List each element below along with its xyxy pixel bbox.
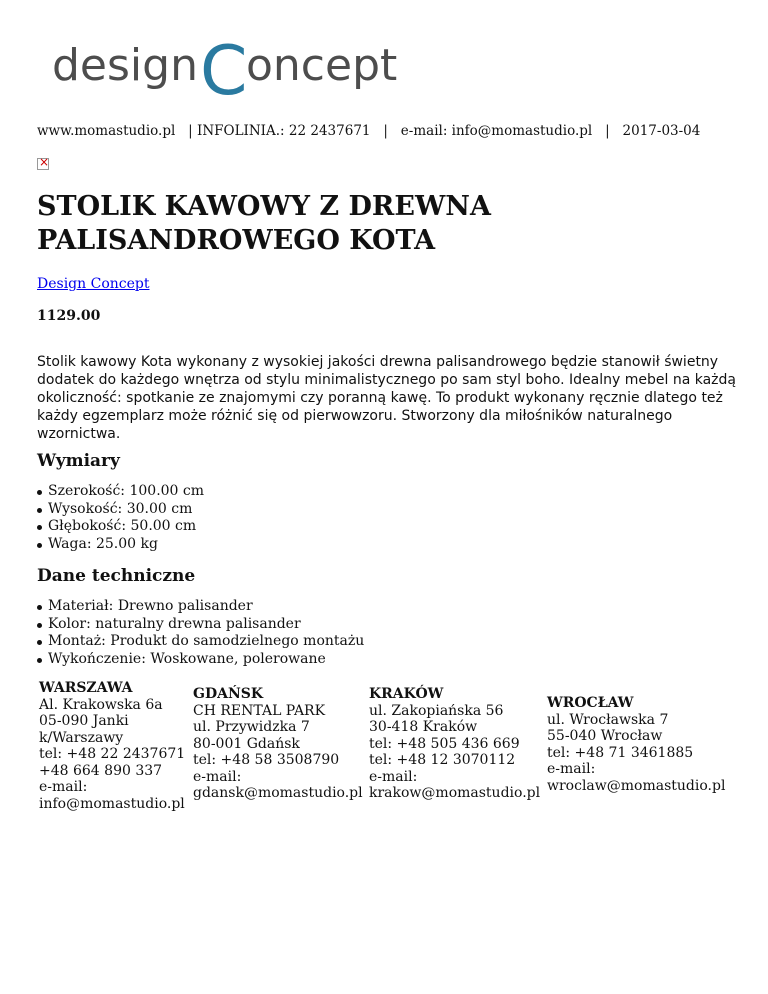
list-item: Materiał: Drewno palisander <box>37 598 364 616</box>
location-warszawa <box>39 680 189 812</box>
location-wroclaw <box>547 695 737 794</box>
location-line: e-mail: <box>369 768 418 785</box>
location-line: CH RENTAL PARK <box>193 702 326 719</box>
logo-text-left: design <box>52 40 198 91</box>
location-line: info@momastudio.pl <box>39 795 185 812</box>
location-line: 55-040 Wrocław <box>547 728 663 744</box>
brand-link[interactable]: Design Concept <box>37 276 150 292</box>
location-line: tel: +48 12 3070112 <box>369 752 516 768</box>
list-item: Montaż: Produkt do samodzielnego montażu <box>37 633 364 651</box>
location-city: WARSZAWA <box>39 680 133 696</box>
location-line: tel: +48 22 2437671 <box>39 746 186 762</box>
location-city: KRAKÓW <box>369 686 444 702</box>
technical-list <box>37 598 364 668</box>
list-item: Szerokość: 100.00 cm <box>37 483 204 501</box>
product-description: Stolik kawowy Kota wykonany z wysokiej jakości drewna palisandrowego będzie stanowił świetny dodatek do każdego wnętrza od stylu minimalistycznego po sam styl boho. Idealny mebel na każdą okoliczność: spotkanie ze znajomymi czy poranną kawę. To produkt wykonany ręcznie dlatego też każdy egzemplarz może różnić się od pierwowzoru. Stworzony dla miłośników naturalnego wzornictwa. <box>37 354 736 442</box>
technical-heading: Dane techniczne <box>37 566 196 586</box>
dimensions-list <box>37 483 204 553</box>
list-item: Waga: 25.00 kg <box>37 536 204 554</box>
location-line: ul. Wrocławska 7 <box>547 711 669 728</box>
logo-text-right: oncept <box>246 40 398 91</box>
dimensions-heading: Wymiary <box>37 451 120 471</box>
location-line: wroclaw@momastudio.pl <box>547 777 726 794</box>
location-gdansk <box>193 686 363 802</box>
location-line: gdansk@momastudio.pl <box>193 785 363 801</box>
list-item: Wykończenie: Woskowane, polerowane <box>37 651 364 669</box>
location-krakow <box>369 686 539 802</box>
brand-logo <box>52 38 402 102</box>
location-line: e-mail: <box>547 761 596 777</box>
list-item: Wysokość: 30.00 cm <box>37 501 204 519</box>
location-line: e-mail: <box>39 779 88 795</box>
location-line: k/Warszawy <box>39 729 124 746</box>
location-line: tel: +48 505 436 669 <box>369 735 520 752</box>
location-line: tel: +48 71 3461885 <box>547 744 694 761</box>
location-line: krakow@momastudio.pl <box>369 785 541 801</box>
location-line: ul. Przywidzka 7 <box>193 719 310 735</box>
location-city: WROCŁAW <box>547 695 634 711</box>
list-item: Kolor: naturalny drewna palisander <box>37 616 364 634</box>
list-item: Głębokość: 50.00 cm <box>37 518 204 536</box>
logo-graphic <box>52 38 402 102</box>
product-price: 1129.00 <box>37 308 101 324</box>
location-line: 80-001 Gdańsk <box>193 735 300 752</box>
location-line: e-mail: <box>193 768 242 785</box>
location-line: +48 664 890 337 <box>39 762 163 779</box>
broken-image-icon <box>37 158 49 170</box>
location-line: ul. Zakopiańska 56 <box>369 702 504 719</box>
location-line: 30-418 Kraków <box>369 719 478 735</box>
location-line: Al. Krakowska 6a <box>39 696 163 713</box>
location-line: tel: +48 58 3508790 <box>193 752 340 768</box>
logo-text-c: C <box>200 38 248 102</box>
location-line: 05-090 Janki <box>39 713 129 729</box>
info-bar: www.momastudio.pl | INFOLINIA.: 22 2437671 | e-mail: info@momastudio.pl | 2017-03-04 <box>37 123 701 139</box>
page-title: STOLIK KAWOWY Z DREWNA PALISANDROWEGO KOTA <box>37 191 491 256</box>
location-city: GDAŃSK <box>193 686 264 702</box>
